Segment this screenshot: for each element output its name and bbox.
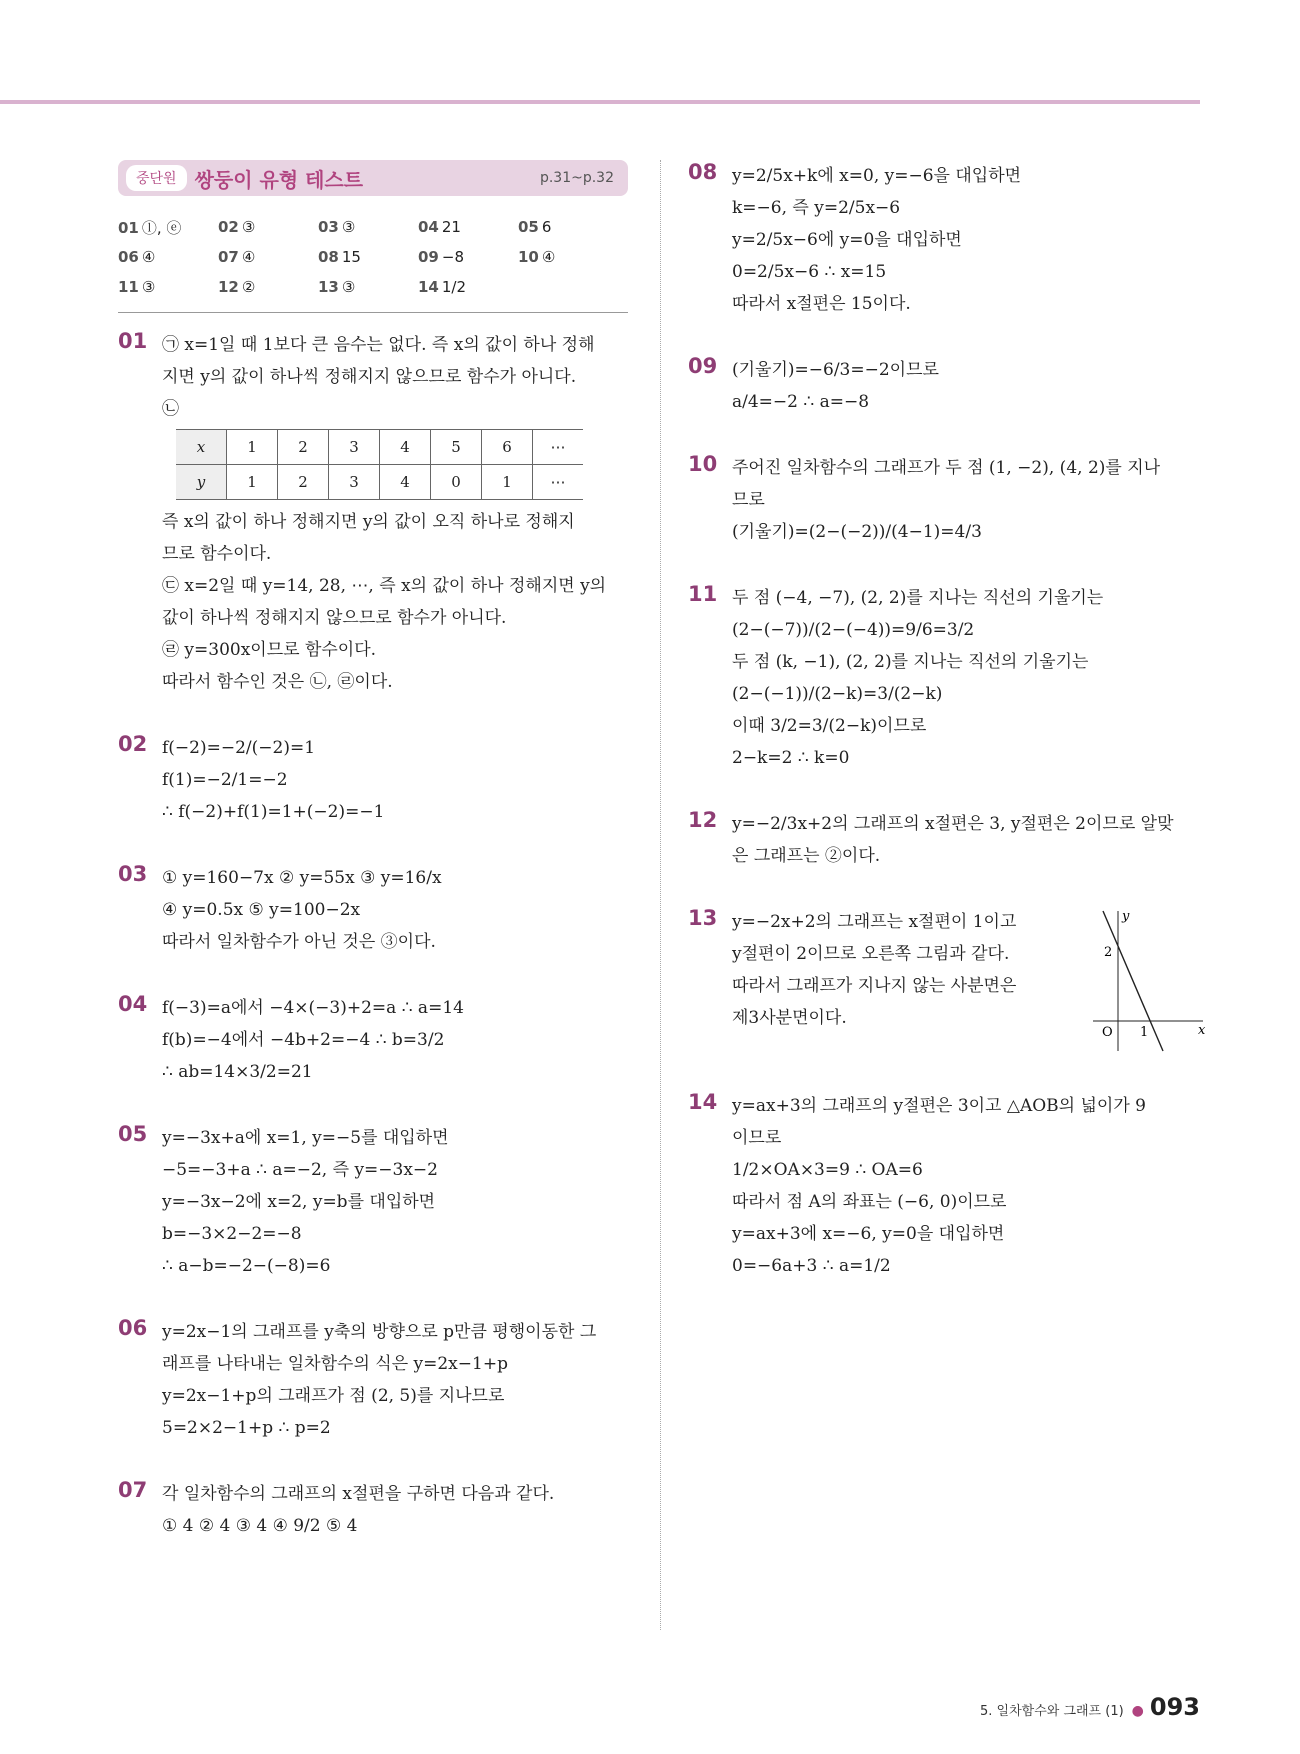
y-axis-label: y [1122, 909, 1130, 924]
question-06 [118, 1316, 628, 1444]
answer-value: 21 [441, 218, 461, 236]
answer-row [118, 212, 628, 242]
answer-number: 08 [318, 248, 339, 266]
question-body [732, 582, 1208, 774]
solution-line: y=2/5x−6에 y=0을 대입하면 [732, 230, 962, 250]
solution-line: f(1)=−2/1=−2 [162, 770, 288, 790]
table-cell: 6 [482, 430, 533, 465]
right-column [688, 160, 1208, 1316]
answer-value: ③ [341, 278, 356, 296]
question-07 [118, 1478, 628, 1542]
left-column [118, 160, 628, 1576]
answer-value: 6 [541, 218, 552, 236]
section-pages: p.31~p.32 [539, 170, 614, 186]
table-cell: 2 [278, 465, 329, 500]
solution-line: 1/2×OA×3=9 ∴ OA=6 [732, 1160, 923, 1180]
chapter-title: 5. 일차함수와 그래프 (1) [979, 1704, 1124, 1719]
question-body [162, 1316, 628, 1444]
answer-value: ④ [541, 248, 556, 266]
question-11 [688, 582, 1208, 774]
solution-line: 두 점 (k, −1), (2, 2)를 지나는 직선의 기울기는 [732, 652, 1089, 672]
left-questions [118, 329, 628, 1542]
question-03 [118, 862, 628, 958]
answer-number: 03 [318, 218, 339, 236]
question-09 [688, 354, 1208, 418]
solution-line: 2−k=2 ∴ k=0 [732, 748, 850, 768]
table-cell: 3 [329, 465, 380, 500]
table-cell: 2 [278, 430, 329, 465]
solution-line: y=2x−1의 그래프를 y축의 방향으로 p만큼 평행이동한 그 [162, 1322, 597, 1342]
answer-item [318, 218, 418, 236]
solution-line: (기울기)=(2−(−2))/(4−1)=4/3 [732, 522, 982, 542]
table-cell: 3 [329, 430, 380, 465]
solution-line: b=−3×2−2=−8 [162, 1224, 302, 1244]
question-number: 10 [688, 452, 718, 476]
answer-value: ③ [341, 218, 356, 236]
answer-item [518, 218, 618, 236]
answer-item [118, 278, 218, 296]
answer-value: ③ [141, 278, 156, 296]
solution-line: 5=2×2−1+p ∴ p=2 [162, 1418, 331, 1438]
solution-line: 따라서 점 A의 좌표는 (−6, 0)이므로 [732, 1192, 1007, 1212]
answer-value: 15 [341, 248, 361, 266]
page-number: 093 [1149, 1693, 1200, 1721]
solution-line: 제3사분면이다. [732, 1008, 847, 1028]
answer-number: 06 [118, 248, 139, 266]
answer-item [218, 278, 318, 296]
answer-number: 07 [218, 248, 239, 266]
solution-line: ㉡ [162, 399, 179, 419]
table-cell: x [176, 430, 227, 465]
solution-line: y=ax+3의 그래프의 y절편은 3이고 △AOB의 넓이가 9 [732, 1096, 1146, 1116]
solution-line: 지면 y의 값이 하나씩 정해지지 않으므로 함수가 아니다. [162, 367, 577, 387]
solution-line: ㉣ y=300x이므로 함수이다. [162, 640, 377, 660]
question-number: 02 [118, 732, 148, 756]
question-body [732, 160, 1208, 320]
answer-number: 10 [518, 248, 539, 266]
section-pill: 중단원 [126, 165, 187, 191]
question-14 [688, 1090, 1208, 1282]
question-body [732, 452, 1208, 548]
solution-line: ① 4 ② 4 ③ 4 ④ 9/2 ⑤ 4 [162, 1516, 358, 1536]
question-body [162, 862, 628, 958]
table-cell: ⋯ [533, 430, 584, 465]
question-01 [118, 329, 628, 698]
question-number: 14 [688, 1090, 718, 1114]
solution-line: 이때 3/2=3/(2−k)이므로 [732, 716, 927, 736]
y-tick-label: 2 [1104, 945, 1113, 960]
solution-line: 래프를 나타내는 일차함수의 식은 y=2x−1+p [162, 1354, 508, 1374]
solution-line: 두 점 (−4, −7), (2, 2)를 지나는 직선의 기울기는 [732, 588, 1104, 608]
solution-line: y=2/5x+k에 x=0, y=−6을 대입하면 [732, 166, 1022, 186]
solution-line: 므로 [732, 490, 765, 510]
question-number: 08 [688, 160, 718, 184]
question-number: 06 [118, 1316, 148, 1340]
answer-item [418, 278, 518, 296]
table-cell: 4 [380, 430, 431, 465]
answer-key [118, 212, 628, 302]
question-number: 09 [688, 354, 718, 378]
solution-line: 따라서 함수인 것은 ㉡, ㉣이다. [162, 672, 393, 692]
question-number: 13 [688, 906, 718, 930]
solution-line: (2−(−1))/(2−k)=3/(2−k) [732, 684, 943, 704]
question-number: 07 [118, 1478, 148, 1502]
answer-number: 12 [218, 278, 239, 296]
solution-line: ∴ f(−2)+f(1)=1+(−2)=−1 [162, 802, 385, 822]
answer-value: ④ [241, 248, 256, 266]
answer-number: 13 [318, 278, 339, 296]
solution-line: f(b)=−4에서 −4b+2=−4 ∴ b=3/2 [162, 1030, 445, 1050]
question-08 [688, 160, 1208, 320]
question-05 [118, 1122, 628, 1282]
answer-item [218, 248, 318, 266]
x-tick-label: 1 [1140, 1025, 1149, 1040]
bullet-icon: ● [1131, 1703, 1144, 1719]
answer-item [118, 217, 218, 238]
answer-value: 1/2 [441, 278, 467, 296]
answer-value: ③ [241, 218, 256, 236]
solution-line: ㉠ x=1일 때 1보다 큰 음수는 없다. 즉 x의 값이 하나 정해 [162, 335, 595, 355]
solution-line: 따라서 x절편은 15이다. [732, 294, 911, 314]
solution-line: y=2x−1+p의 그래프가 점 (2, 5)를 지나므로 [162, 1386, 505, 1406]
table-cell: 1 [227, 465, 278, 500]
table-row [176, 465, 583, 500]
column-divider [660, 160, 661, 1630]
answer-value: ② [241, 278, 256, 296]
question-12 [688, 808, 1208, 872]
question-number: 01 [118, 329, 148, 353]
solution-line: f(−2)=−2/(−2)=1 [162, 738, 316, 758]
question-body [162, 992, 628, 1088]
question-number: 05 [118, 1122, 148, 1146]
question-number: 11 [688, 582, 718, 606]
solution-line: 0=2/5x−6 ∴ x=15 [732, 262, 887, 282]
question-body [162, 732, 628, 828]
solution-line: k=−6, 즉 y=2/5x−6 [732, 198, 901, 218]
solution-line: a/4=−2 ∴ a=−8 [732, 392, 870, 412]
answer-item [118, 248, 218, 266]
answer-number: 11 [118, 278, 139, 296]
solution-line: f(−3)=a에서 −4×(−3)+2=a ∴ a=14 [162, 998, 464, 1018]
question-body [732, 808, 1208, 872]
solution-line: (기울기)=−6/3=−2이므로 [732, 360, 939, 380]
graph-figure [1088, 906, 1208, 1056]
solution-line: ㉢ x=2일 때 y=14, 28, ⋯, 즉 x의 값이 하나 정해지면 y의 [162, 576, 607, 596]
solution-line: 은 그래프는 ②이다. [732, 846, 881, 866]
question-10 [688, 452, 1208, 548]
answer-item [418, 248, 518, 266]
solution-line: y=−3x−2에 x=2, y=b를 대입하면 [162, 1192, 436, 1212]
answer-value: −8 [441, 248, 464, 266]
solution-line: y=−2x+2의 그래프는 x절편이 1이고 [732, 912, 1017, 932]
answer-value: ⓛ, ⓔ [141, 218, 182, 237]
question-body [732, 1090, 1208, 1282]
solution-line: 이므로 [732, 1128, 782, 1148]
answer-item [318, 278, 418, 296]
answer-number: 04 [418, 218, 439, 236]
divider [118, 312, 628, 313]
solution-line: −5=−3+a ∴ a=−2, 즉 y=−3x−2 [162, 1160, 438, 1180]
answer-item [418, 218, 518, 236]
question-13 [688, 906, 1208, 1056]
x-axis-label: x [1198, 1023, 1206, 1038]
table-cell: 4 [380, 465, 431, 500]
table-row [176, 430, 583, 465]
question-number: 03 [118, 862, 148, 886]
solution-line: 따라서 일차함수가 아닌 것은 ③이다. [162, 932, 436, 952]
question-body [162, 1122, 628, 1282]
table-cell: 0 [431, 465, 482, 500]
solution-line: y=−3x+a에 x=1, y=−5를 대입하면 [162, 1128, 449, 1148]
question-04 [118, 992, 628, 1088]
solution-line: 각 일차함수의 그래프의 x절편을 구하면 다음과 같다. [162, 1484, 555, 1504]
solution-line: y=−2/3x+2의 그래프의 x절편은 3, y절편은 2이므로 알맞 [732, 814, 1174, 834]
solution-line: 따라서 그래프가 지나지 않는 사분면은 [732, 976, 1017, 996]
solution-line: 주어진 일차함수의 그래프가 두 점 (1, −2), (4, 2)를 지나 [732, 458, 1161, 478]
answer-item [518, 248, 618, 266]
answer-number: 05 [518, 218, 539, 236]
solution-line: y절편이 2이므로 오른쪽 그림과 같다. [732, 944, 1010, 964]
origin-label: O [1102, 1025, 1113, 1040]
answer-number: 02 [218, 218, 239, 236]
solution-line: ∴ ab=14×3/2=21 [162, 1062, 313, 1082]
section-header [118, 160, 628, 196]
answer-item [218, 218, 318, 236]
solution-line: ① y=160−7x ② y=55x ③ y=16/x [162, 868, 442, 888]
table-cell: y [176, 465, 227, 500]
solution-line: 즉 x의 값이 하나 정해지면 y의 값이 오직 하나로 정해지 [162, 512, 575, 532]
question-02 [118, 732, 628, 828]
solution-line: (2−(−7))/(2−(−4))=9/6=3/2 [732, 620, 975, 640]
answer-item [318, 248, 418, 266]
question-body [732, 354, 1208, 418]
question-body [162, 329, 628, 698]
solution-line: ④ y=0.5x ⑤ y=100−2x [162, 900, 361, 920]
solution-line: 므로 함수이다. [162, 544, 272, 564]
table-cell: ⋯ [533, 465, 584, 500]
question-number: 12 [688, 808, 718, 832]
solution-line: ∴ a−b=−2−(−8)=6 [162, 1256, 331, 1276]
answer-number: 14 [418, 278, 439, 296]
answer-row [118, 272, 628, 302]
question-body [162, 1478, 628, 1542]
right-questions [688, 160, 1208, 1282]
solution-line: 값이 하나씩 정해지지 않으므로 함수가 아니다. [162, 608, 507, 628]
answer-row [118, 242, 628, 272]
section-title: 쌍둥이 유형 테스트 [194, 167, 364, 192]
page-footer [980, 1693, 1200, 1721]
solution-line: y=ax+3에 x=−6, y=0을 대입하면 [732, 1224, 1005, 1244]
top-rule [0, 100, 1200, 104]
table-cell: 1 [227, 430, 278, 465]
answer-number: 09 [418, 248, 439, 266]
answer-number: 01 [118, 218, 139, 237]
table-cell: 5 [431, 430, 482, 465]
question-body [732, 906, 1208, 1056]
solution-line: 0=−6a+3 ∴ a=1/2 [732, 1256, 891, 1276]
value-table [176, 429, 583, 500]
question-number: 04 [118, 992, 148, 1016]
table-cell: 1 [482, 465, 533, 500]
answer-value: ④ [141, 248, 156, 266]
